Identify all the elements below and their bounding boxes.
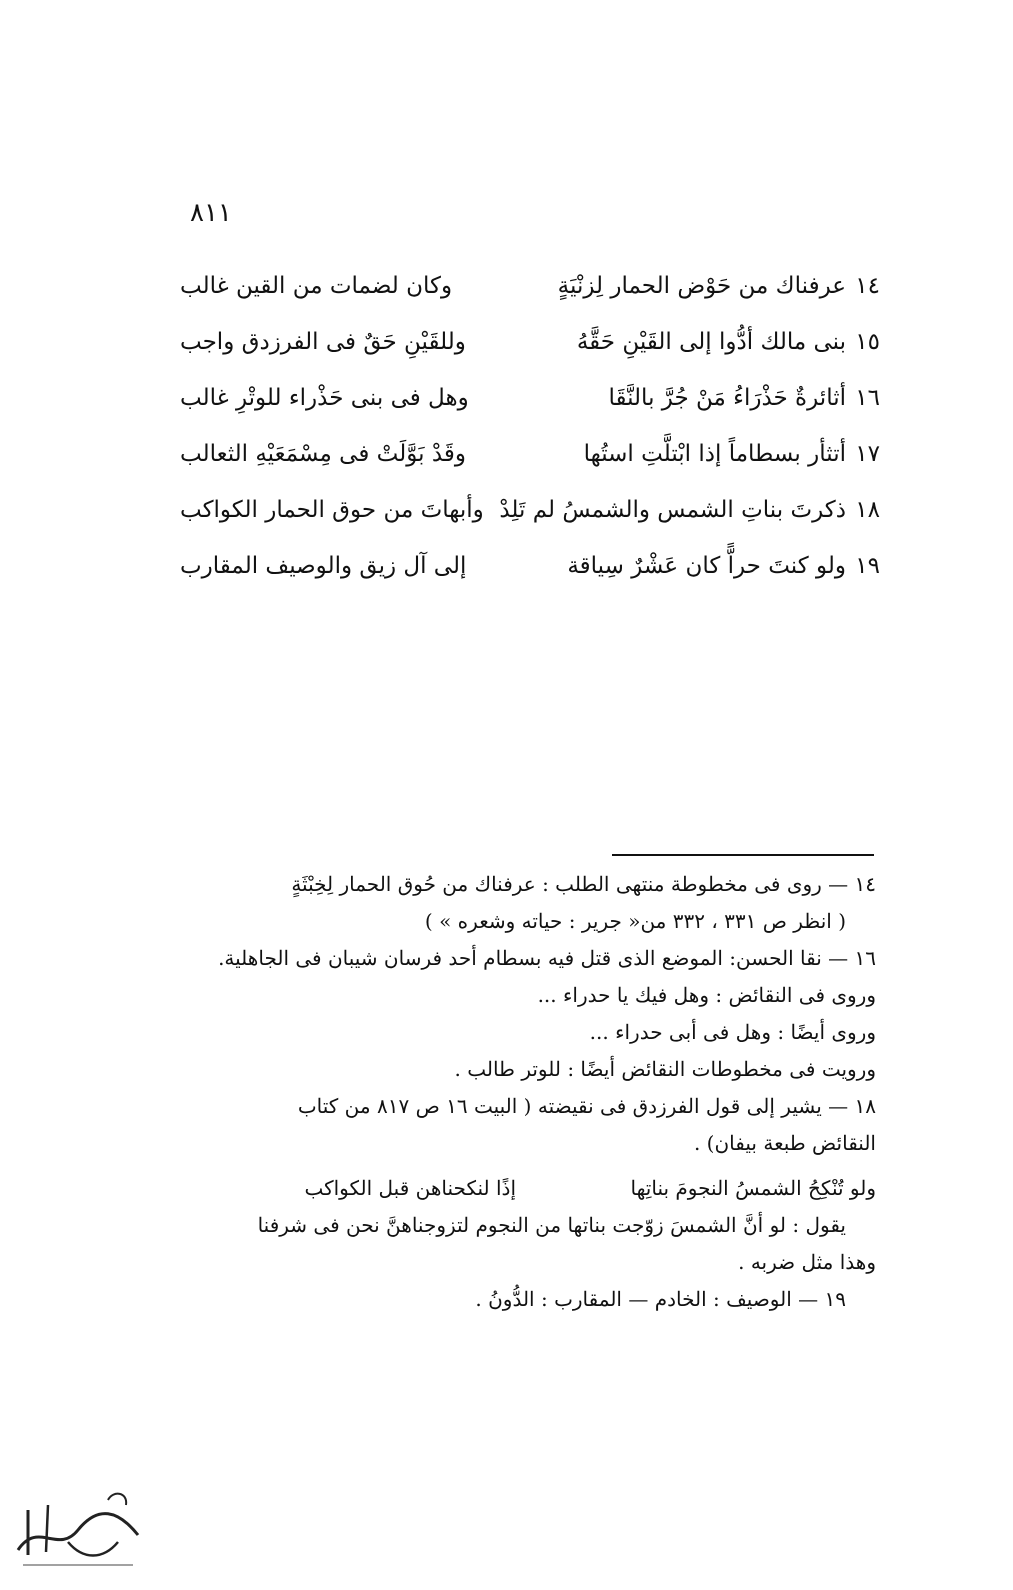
- footnote-line: وروى أيضًا : وهل فى أبى حدراء ...: [589, 1020, 876, 1044]
- verse-second-hemistich: وكان لضمات من القين غالب: [180, 273, 453, 299]
- footnote-line: ١٩ — الوصيف : الخادم — المقارب : الدُّونُ .: [475, 1287, 846, 1311]
- verse-number: ١٧: [855, 441, 880, 467]
- verse-number: ١٩: [855, 553, 880, 579]
- verse-second-hemistich: وهل فى بنى حَذْراء للوتْرِ غالب: [180, 385, 469, 411]
- footnote-line: وهذا مثل ضربه .: [738, 1250, 876, 1274]
- footnote-line: ١٤ — روى فى مخطوطة منتهى الطلب : عرفناك من حُوق الحمار لِخِبْثَةٍ: [291, 872, 876, 896]
- verse-number: ١٤: [855, 273, 880, 299]
- verse-first-hemistich: ذكرتَ بناتِ الشمس والشمسُ لم تَلِدْ: [499, 497, 846, 523]
- verse-row: [180, 370, 880, 426]
- quoted-verse-second-hemistich: إذًا لنكحناهن قبل الكواكب: [304, 1176, 516, 1200]
- footnote-line: يقول : لو أنَّ الشمسَ زوّجت بناتها من النجوم لتزوجناهنَّ نحن فى شرفنا: [257, 1213, 846, 1237]
- verse-number: ١٥: [855, 329, 880, 355]
- calligraphy-logo: [8, 1480, 148, 1575]
- footnote-divider: [612, 854, 874, 856]
- poem: [180, 258, 880, 594]
- verse-first-hemistich: أتثأر بسطاماً إذا ابْتلَّتِ استُها: [583, 441, 846, 467]
- verse-number: ١٨: [855, 497, 880, 523]
- verse-number: ١٦: [855, 385, 880, 411]
- verse-row: [180, 482, 880, 538]
- footnote-line: ( انظر ص ٣٣١ ، ٣٣٢ من« جرير : حياته وشعره » ): [424, 909, 846, 933]
- verse-row: [180, 314, 880, 370]
- footnotes: [176, 866, 876, 1318]
- footnote-line: ١٨ — يشير إلى قول الفرزدق فى نقيضته ( البيت ١٦ ص ٨١٧ من كتاب: [297, 1094, 876, 1118]
- verse-first-hemistich: بنى مالك أدُّوا إلى القَيْنِ حَقَّهُ: [576, 329, 846, 355]
- verse-first-hemistich: أثائرةٌ حَذْرَاءُ مَنْ جُرَّ بالنَّقَا: [608, 385, 846, 411]
- verse-second-hemistich: وللقَيْنِ حَقٌ فى الفرزدق واجب: [180, 329, 466, 355]
- verse-second-hemistich: إلى آل زيق والوصيف المقارب: [180, 553, 467, 579]
- verse-first-hemistich: عرفناك من حَوْض الحمار لِزنْيَةٍ: [557, 273, 846, 299]
- verse-row: [180, 538, 880, 594]
- quoted-verse: [176, 1170, 876, 1207]
- footnote-line: وروى فى النقائض : وهل فيك يا حدراء ...: [537, 983, 876, 1007]
- verse-first-hemistich: ولو كنتَ حراًّ كان عَشْرٌ سِياقة: [567, 553, 846, 579]
- verse-second-hemistich: وأبهاتَ من حوق الحمار الكواكب: [180, 497, 484, 523]
- page-number: ٨١١: [190, 198, 232, 228]
- quoted-verse-first-hemistich: ولو تُنْكِحُ الشمسُ النجومَ بناتِها: [630, 1176, 876, 1200]
- verse-row: [180, 258, 880, 314]
- verse-row: [180, 426, 880, 482]
- footnote-line: ١٦ — نقا الحسن: الموضع الذى قتل فيه بسطام أحد فرسان شيبان فى الجاهلية.: [218, 946, 876, 970]
- footnote-line: ورويت فى مخطوطات النقائض أيضًا : للوتر طالب .: [454, 1057, 876, 1081]
- footnote-line: النقائض طبعة بيفان) .: [693, 1131, 876, 1155]
- verse-second-hemistich: وقَدْ بَوَّلَتْ فى مِسْمَعَيْهِ الثعالب: [180, 441, 466, 467]
